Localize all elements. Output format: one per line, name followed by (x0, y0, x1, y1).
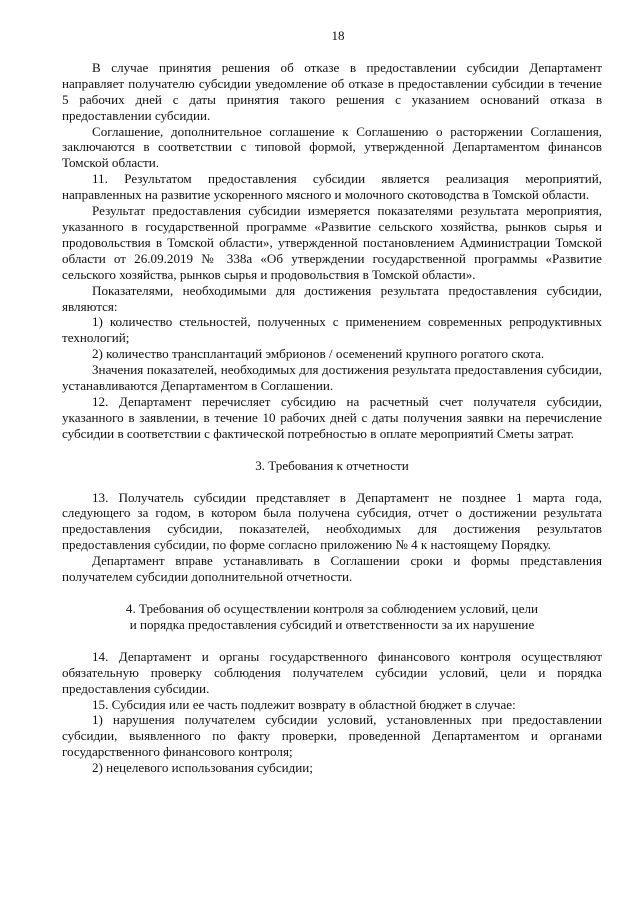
paragraph-item-12: 12. Департамент перечисляет субсидию на расчетный счет получателя субсидии, указанного в заявлении, в течение 10 рабочих дней с даты получения заявки на перечисление субсидии в соответствии с фактической потребностью в оплате мероприятий Сметы затрат. (62, 393, 602, 441)
paragraph-agreement-form: Соглашение, дополнительное соглашение к Соглашению о расторжении Соглашения, заключаются в соответствии с типовой формой, утвержденной Департаментом финансов Томской области. (62, 123, 602, 171)
paragraph-item-11: 11. Результатом предоставления субсидии является реализация мероприятий, направленных на развитие ускоренного мясного и молочного скотоводства в Томской области. (62, 171, 602, 203)
paragraph-item-15-case-2: 2) нецелевого использования субсидии; (92, 760, 313, 776)
section-4-heading-line-2: и порядка предоставления субсидий и ответственности за их нарушение (129, 616, 535, 632)
paragraph-indicators-intro: Показателями, необходимыми для достижения результата предоставления субсидии, являются: (62, 282, 602, 314)
paragraph-result-measurement: Результат предоставления субсидии измеряется показателями результата мероприятия, указанного в государственной программе «Развитие сельского хозяйства, рынков сырья и продовольствия в Томской области», утвержденной постановлением Администрации Томской области от 26.09.2019 № 338а «Об утверждении государственной программы «Развитие сельского хозяйства, рынков сырья и продовольствия в Томской области». (62, 203, 602, 282)
paragraph-item-13: 13. Получатель субсидии представляет в Департамент не позднее 1 марта года, следующего за годом, в котором была получена субсидия, отчет о достижении результата предоставления субсидии, показателей, необходимых для достижения результатов предоставления субсидии, по форме согласно приложению № 4 к настоящему Порядку. (62, 489, 602, 553)
section-4-heading-line-1: 4. Требования об осуществлении контроля за соблюдением условий, цели (125, 601, 539, 616)
section-4-heading (62, 601, 602, 633)
section-3-heading: 3. Требования к отчетности (255, 457, 409, 473)
paragraph-item-15: 15. Субсидия или ее часть подлежит возврату в областной бюджет в случае: (92, 696, 516, 712)
paragraph-additional-reporting: Департамент вправе устанавливать в Соглашении сроки и формы представления получателем субсидии дополнительной отчетности. (62, 553, 602, 585)
paragraph-indicator-2: 2) количество трансплантаций эмбрионов / осеменений крупного рогатого скота. (92, 346, 545, 362)
paragraph-refusal-notice: В случае принятия решения об отказе в предоставлении субсидии Департамент направляет получателю субсидии уведомление об отказе в предоставлении субсидии в течение 5 рабочих дней с даты принятия такого решения с указанием оснований отказа в предоставлении субсидии. (62, 59, 602, 123)
paragraph-indicator-values: Значения показателей, необходимых для достижения результата предоставления субсидии, устанавливаются Департаментом в Соглашении. (62, 362, 602, 394)
paragraph-item-15-case-1: 1) нарушения получателем субсидии условий, установленных при предоставлении субсидии, выявленного по факту проверки, проведенной Департаментом и органами государственного финансового контроля; (62, 712, 602, 760)
paragraph-item-14: 14. Департамент и органы государственного финансового контроля осуществляют обязательную проверку соблюдения получателем субсидии условий, цели и порядка предоставления субсидии. (62, 648, 602, 696)
page-number: 18 (331, 28, 345, 43)
paragraph-indicator-1: 1) количество стельностей, полученных с применением современных репродуктивных технологий; (62, 314, 602, 346)
